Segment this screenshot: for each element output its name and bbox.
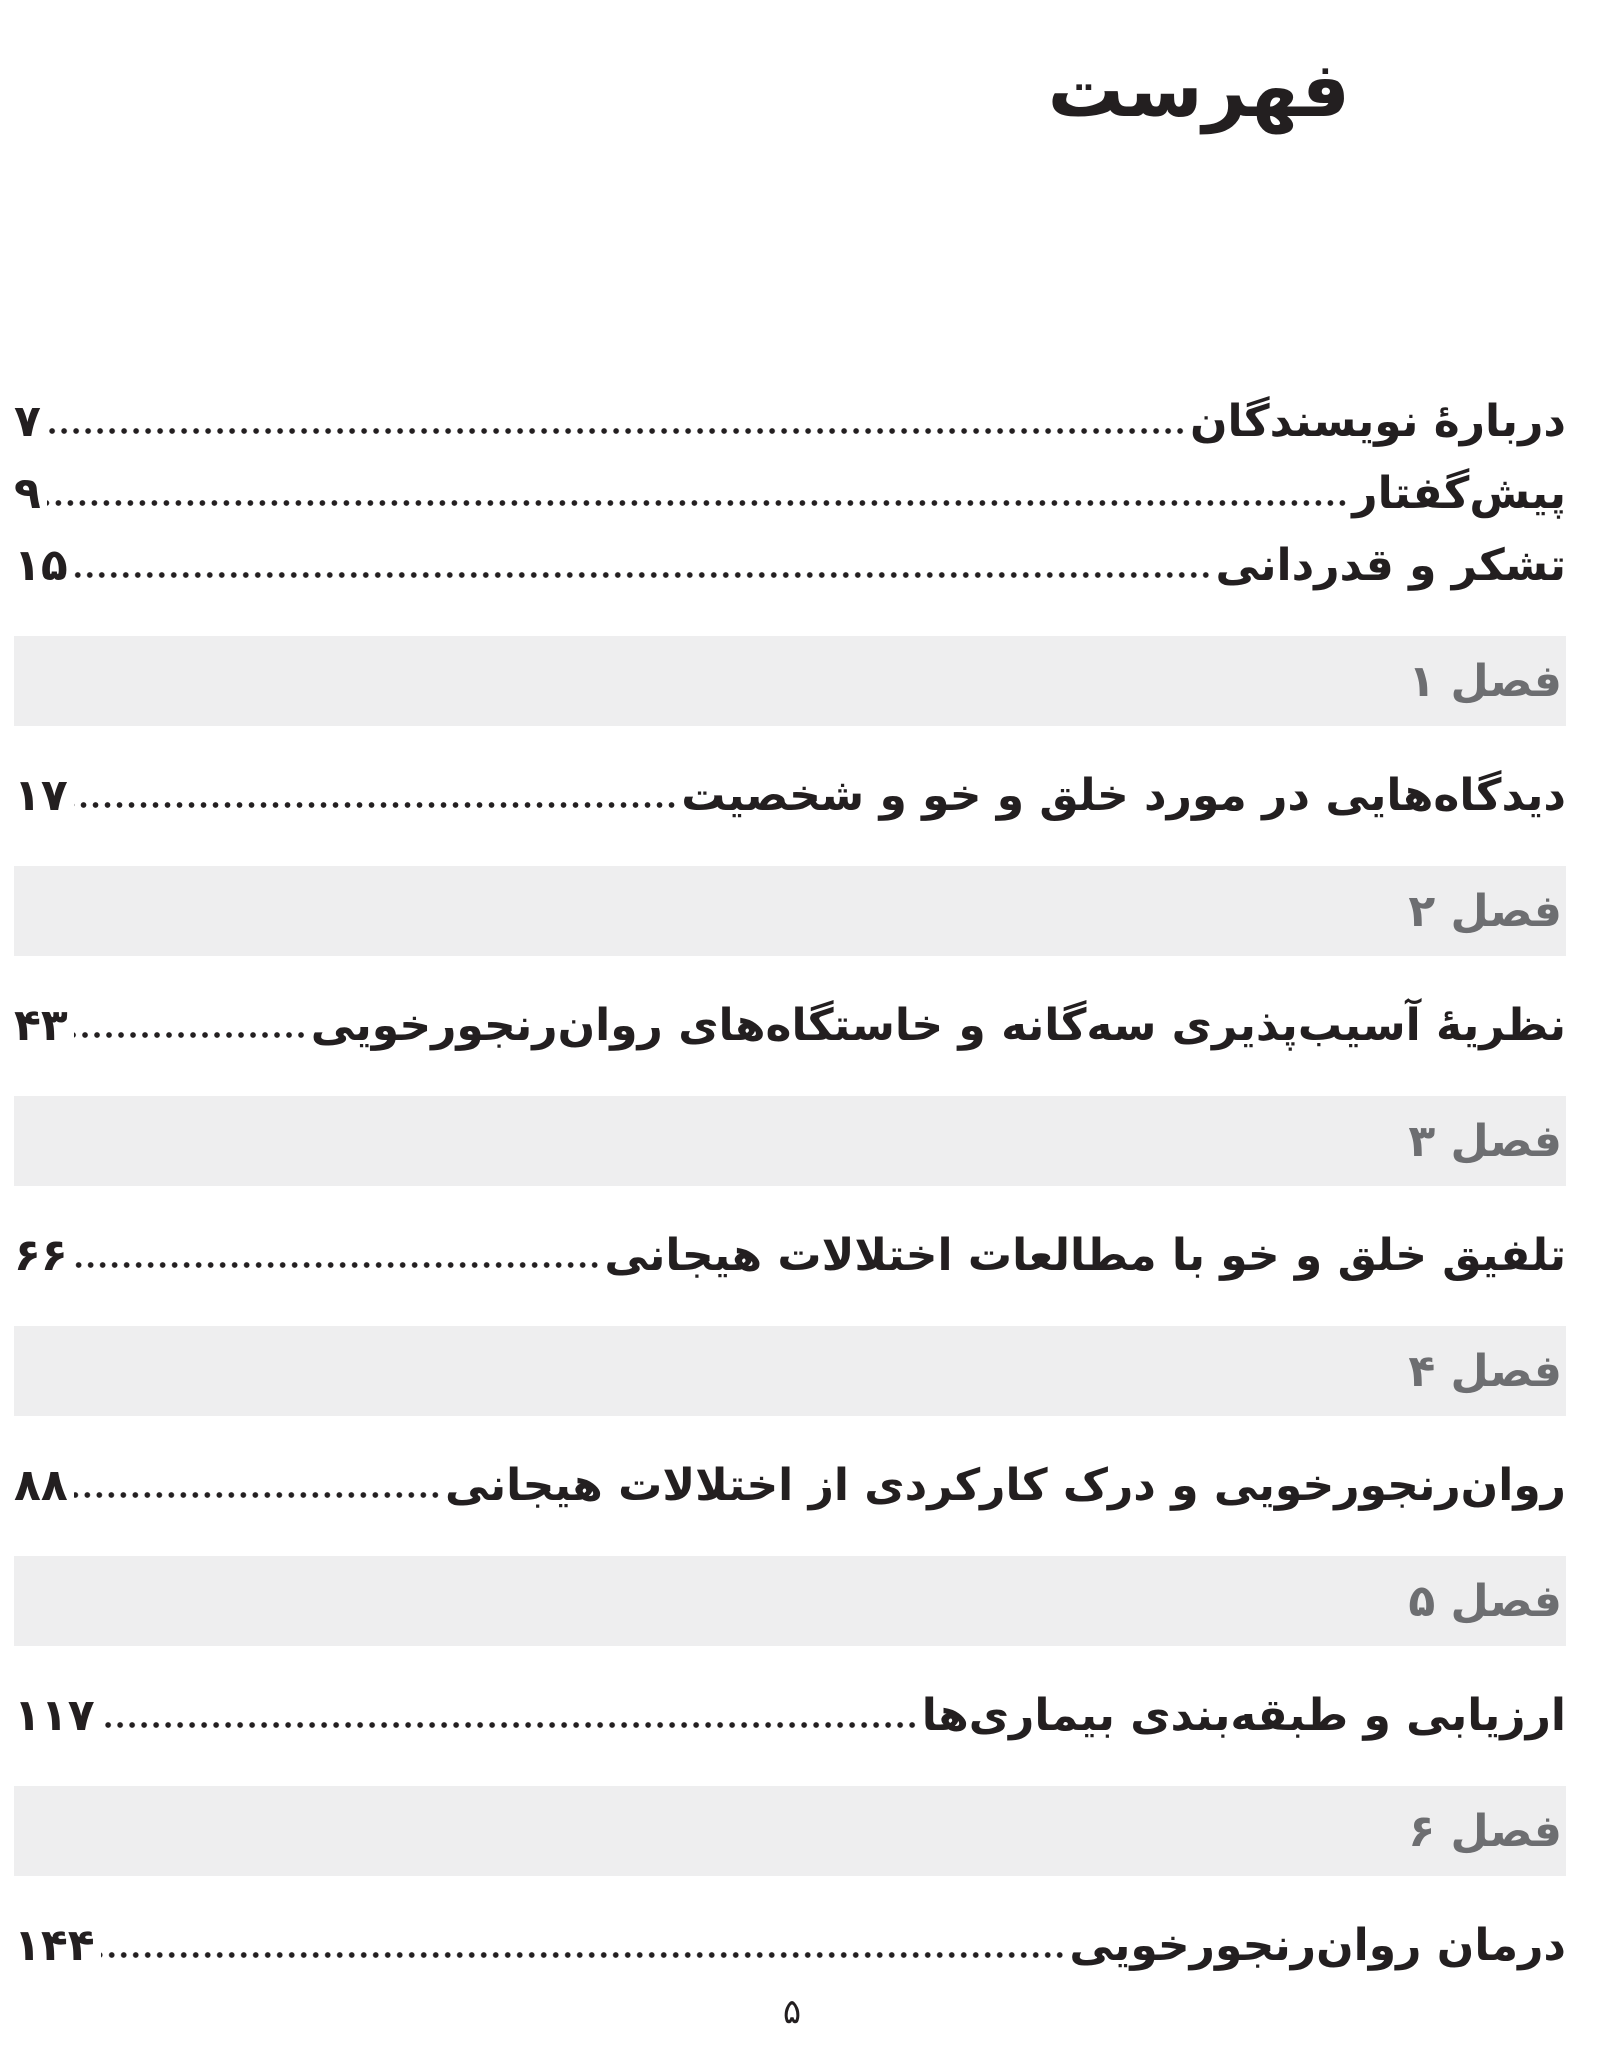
chapter-heading-6: [14, 1786, 1566, 1876]
toc-entry-title: تلفیق خلق و خو با مطالعات اختلالات هیجانی: [604, 1230, 1566, 1281]
chapter-heading-4: [14, 1326, 1566, 1416]
chapter-label: فصل ۶: [1408, 1805, 1562, 1857]
toc-entry-title: دیدگاه‌هایی در مورد خلق و خو و شخصیت: [681, 770, 1566, 821]
toc-entry-acknowledgments[interactable]: [14, 530, 1566, 602]
dot-leader: [74, 1450, 441, 1500]
toc-entry-title: روان‌رنجورخویی و درک کارکردی از اختلالات هیجانی: [445, 1460, 1566, 1511]
chapter-label: فصل ۴: [1408, 1345, 1562, 1397]
toc-page-number: ۶۶: [14, 1230, 68, 1281]
dot-leader: [74, 760, 678, 810]
chapter-heading-2: [14, 866, 1566, 956]
chapter-heading-5: [14, 1556, 1566, 1646]
toc-page-number: ۱۴۴: [14, 1920, 95, 1971]
dot-leader: [101, 1680, 918, 1730]
dot-leader: [101, 1910, 1066, 1960]
toc-page-number: ۷: [14, 396, 41, 447]
toc-entry-chapter-4[interactable]: [14, 1450, 1566, 1522]
toc-page-number: ۸۸: [14, 1460, 68, 1511]
toc-entry-title: درمان روان‌رنجورخویی: [1069, 1920, 1566, 1971]
toc-entry-chapter-6[interactable]: [14, 1910, 1566, 1982]
dot-leader: [47, 458, 1348, 508]
dot-leader: [47, 386, 1186, 436]
toc-entry-title: تشکر و قدردانی: [1215, 540, 1566, 591]
toc-entry-about-authors[interactable]: [14, 386, 1566, 458]
toc-page-number: ۱۱۷: [14, 1690, 95, 1741]
table-of-contents: [14, 386, 1566, 1982]
page-title: فهرست: [1047, 45, 1350, 134]
dot-leader: [74, 1220, 601, 1270]
toc-page-number: ۱۷: [14, 770, 68, 821]
chapter-label: فصل ۳: [1408, 1115, 1562, 1167]
toc-entry-title: پیش‌گفتار: [1352, 468, 1566, 519]
chapter-label: فصل ۲: [1408, 885, 1562, 937]
toc-entry-chapter-5[interactable]: [14, 1680, 1566, 1752]
dot-leader: [74, 990, 307, 1040]
chapter-label: فصل ۱: [1408, 655, 1562, 707]
chapter-heading-1: [14, 636, 1566, 726]
toc-entry-preface[interactable]: [14, 458, 1566, 530]
dot-leader: [74, 530, 1212, 580]
toc-entry-chapter-1[interactable]: [14, 760, 1566, 832]
toc-entry-chapter-2[interactable]: [14, 990, 1566, 1062]
page-number: ۵: [782, 1992, 802, 2032]
toc-page-number: ۹: [14, 468, 41, 519]
toc-entry-title: ارزیابی و طبقه‌بندی بیماری‌ها: [921, 1690, 1566, 1741]
toc-entry-title: نظریهٔ آسیب‌پذیری سه‌گانه و خاستگاه‌های روان‌رنجورخویی: [310, 1000, 1566, 1051]
toc-page-number: ۱۵: [14, 540, 68, 591]
chapter-label: فصل ۵: [1408, 1575, 1562, 1627]
toc-page-number: ۴۳: [14, 1000, 68, 1051]
chapter-heading-3: [14, 1096, 1566, 1186]
toc-entry-chapter-3[interactable]: [14, 1220, 1566, 1292]
toc-entry-title: دربارهٔ نویسندگان: [1189, 396, 1566, 447]
